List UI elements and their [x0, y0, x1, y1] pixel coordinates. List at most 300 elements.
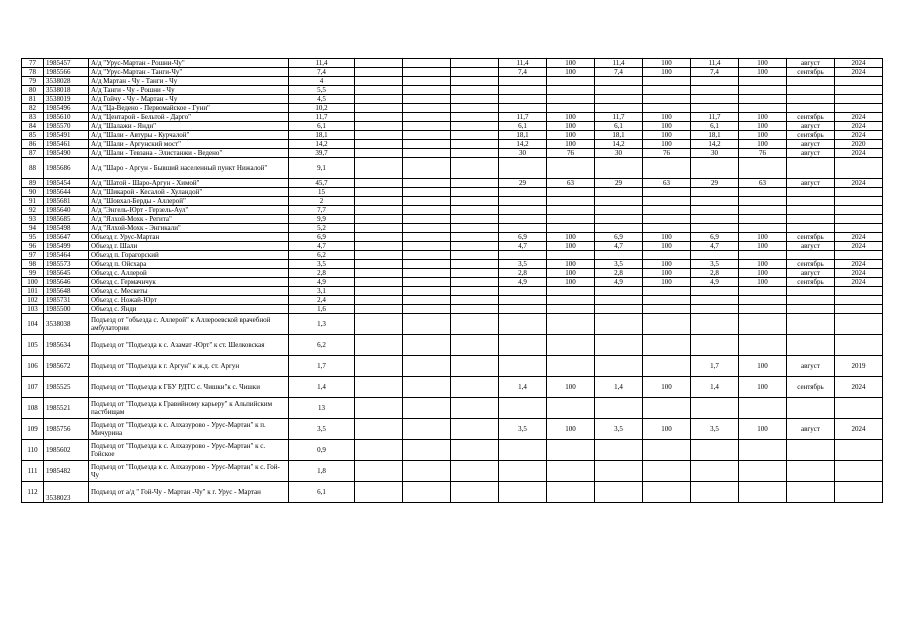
table-cell: сентябрь — [787, 233, 835, 242]
table-cell — [451, 113, 499, 122]
table-cell: 18,1 — [691, 131, 739, 140]
table-cell — [403, 356, 451, 377]
table-cell — [403, 86, 451, 95]
table-cell — [739, 461, 787, 482]
table-cell — [355, 482, 403, 503]
table-cell: 1985498 — [44, 224, 89, 233]
table-cell: 3538023 — [44, 482, 89, 503]
table-cell — [595, 482, 643, 503]
table-cell — [787, 314, 835, 335]
table-cell: 76 — [547, 149, 595, 158]
table-cell: 6,9 — [499, 233, 547, 242]
table-cell: 6,1 — [289, 482, 355, 503]
table-cell: Объезд п. Ойсхара — [89, 260, 289, 269]
table-cell — [499, 398, 547, 419]
table-cell — [451, 242, 499, 251]
table-row — [22, 68, 883, 77]
table-cell: Объезд г. Урус-Мартан — [89, 233, 289, 242]
table-cell: Подъезд от "Подъезда к с. Алхазурово - Урус-Мартан" к с. Гой-Чу — [89, 461, 289, 482]
table-cell — [739, 482, 787, 503]
table-cell — [355, 356, 403, 377]
table-cell: 1985610 — [44, 113, 89, 122]
table-cell: 100 — [739, 59, 787, 68]
table-cell: 1985648 — [44, 287, 89, 296]
table-cell: 6,2 — [289, 251, 355, 260]
table-cell: 29 — [691, 179, 739, 188]
table-cell: 3,5 — [499, 419, 547, 440]
table-cell: 100 — [643, 233, 691, 242]
table-cell — [835, 398, 883, 419]
table-cell: 4,7 — [595, 242, 643, 251]
table-cell: 92 — [22, 206, 44, 215]
table-cell: 82 — [22, 104, 44, 113]
table-cell: 100 — [547, 278, 595, 287]
table-cell — [451, 482, 499, 503]
table-cell: Объезд с. Ножай-Юрт — [89, 296, 289, 305]
table-cell: 5,5 — [289, 86, 355, 95]
table-cell — [403, 158, 451, 179]
table-cell: 3538028 — [44, 77, 89, 86]
table-row — [22, 59, 883, 68]
table-row — [22, 296, 883, 305]
table-cell: 2 — [289, 197, 355, 206]
table-cell — [691, 224, 739, 233]
table-row — [22, 377, 883, 398]
table-cell — [499, 461, 547, 482]
table-row — [22, 206, 883, 215]
table-cell: 2,8 — [595, 269, 643, 278]
table-cell — [643, 158, 691, 179]
table-cell — [403, 224, 451, 233]
table-cell: 76 — [643, 149, 691, 158]
table-cell: 29 — [499, 179, 547, 188]
table-cell: август — [787, 59, 835, 68]
table-row — [22, 419, 883, 440]
table-cell — [739, 314, 787, 335]
table-cell: 30 — [499, 149, 547, 158]
table-cell: 14,2 — [289, 140, 355, 149]
table-cell — [547, 77, 595, 86]
table-cell: 1985482 — [44, 461, 89, 482]
table-cell — [355, 77, 403, 86]
table-row — [22, 113, 883, 122]
table-cell: 1985566 — [44, 68, 89, 77]
table-cell: 1985454 — [44, 179, 89, 188]
table-cell: 3538018 — [44, 86, 89, 95]
table-cell — [691, 398, 739, 419]
table-cell — [835, 104, 883, 113]
table-cell: 100 — [739, 122, 787, 131]
table-cell: 7,4 — [499, 68, 547, 77]
table-cell — [403, 149, 451, 158]
table-cell — [451, 305, 499, 314]
table-cell — [595, 287, 643, 296]
table-cell: 3,5 — [289, 260, 355, 269]
table-cell: А/д "Шаро - Аргун - Бывший населенный пункт Нижалой" — [89, 158, 289, 179]
table-cell: август — [787, 242, 835, 251]
table-cell — [787, 77, 835, 86]
table-cell: 100 — [643, 140, 691, 149]
table-cell — [403, 305, 451, 314]
table-cell: 100 — [643, 377, 691, 398]
table-cell: 2024 — [835, 149, 883, 158]
table-cell — [835, 206, 883, 215]
table-cell: 2019 — [835, 356, 883, 377]
table-cell: 1,4 — [595, 377, 643, 398]
table-cell — [355, 251, 403, 260]
table-cell — [691, 482, 739, 503]
table-cell — [403, 398, 451, 419]
table-cell: 100 — [547, 377, 595, 398]
table-row — [22, 482, 883, 503]
table-cell: 1985490 — [44, 149, 89, 158]
table-cell — [403, 335, 451, 356]
table-cell: 76 — [739, 149, 787, 158]
table-cell — [643, 398, 691, 419]
table-cell — [835, 77, 883, 86]
table-row — [22, 95, 883, 104]
table-cell: 1,6 — [289, 305, 355, 314]
table-cell — [595, 197, 643, 206]
table-cell: 100 — [547, 260, 595, 269]
table-cell: 4,7 — [289, 242, 355, 251]
table-cell — [835, 440, 883, 461]
table-cell: 3,5 — [289, 419, 355, 440]
table-cell — [499, 158, 547, 179]
table-cell: 1,4 — [691, 377, 739, 398]
table-row — [22, 305, 883, 314]
table-cell: А/д "Шали - Аргунский мост" — [89, 140, 289, 149]
table-cell — [595, 314, 643, 335]
table-cell: 98 — [22, 260, 44, 269]
table-cell — [499, 197, 547, 206]
table-cell — [787, 95, 835, 104]
table-cell — [403, 179, 451, 188]
table-cell: 7,7 — [289, 206, 355, 215]
table-cell: Подъезд от а/д " Гой-Чу - Мартан -Чу" к г. Урус - Мартан — [89, 482, 289, 503]
table-cell — [595, 215, 643, 224]
table-cell: 100 — [547, 419, 595, 440]
table-cell — [787, 206, 835, 215]
table-cell: 87 — [22, 149, 44, 158]
table-cell — [691, 335, 739, 356]
table-cell — [499, 482, 547, 503]
table-cell — [691, 440, 739, 461]
table-cell — [451, 95, 499, 104]
table-cell — [787, 335, 835, 356]
table-cell — [355, 335, 403, 356]
table-cell — [451, 233, 499, 242]
table-cell: А/д "Урус-Мартан - Рошни-Чу" — [89, 59, 289, 68]
table-cell — [451, 278, 499, 287]
table-cell: 1985461 — [44, 140, 89, 149]
table-cell — [451, 104, 499, 113]
table-cell — [547, 104, 595, 113]
table-cell: 79 — [22, 77, 44, 86]
table-cell: 1985681 — [44, 197, 89, 206]
table-cell — [403, 104, 451, 113]
table-cell — [451, 251, 499, 260]
table-cell — [499, 86, 547, 95]
table-cell: А/д Гойчу - Чу - Мартан - Чу — [89, 95, 289, 104]
table-cell — [595, 77, 643, 86]
table-cell — [595, 224, 643, 233]
table-cell — [595, 86, 643, 95]
table-cell — [595, 95, 643, 104]
table-cell — [499, 104, 547, 113]
table-cell: 4,7 — [499, 242, 547, 251]
table-cell — [595, 188, 643, 197]
table-cell — [547, 296, 595, 305]
table-cell: август — [787, 122, 835, 131]
table-cell: 111 — [22, 461, 44, 482]
table-cell — [787, 482, 835, 503]
table-cell — [739, 206, 787, 215]
table-cell — [403, 215, 451, 224]
table-cell — [403, 287, 451, 296]
table-cell — [547, 188, 595, 197]
table-cell: 100 — [643, 113, 691, 122]
table-cell — [499, 251, 547, 260]
table-cell — [691, 206, 739, 215]
table-cell — [451, 461, 499, 482]
table-cell — [451, 377, 499, 398]
table-cell — [355, 242, 403, 251]
table-cell: сентябрь — [787, 131, 835, 140]
table-cell: Подъезд от "Подъезда к Гравийному карьеру" к Альпийским пастбищам — [89, 398, 289, 419]
table-cell: 100 — [547, 59, 595, 68]
table-cell: А/д "Шали - Тевзана - Элистанжи - Ведено" — [89, 149, 289, 158]
table-cell — [595, 104, 643, 113]
table-cell — [403, 68, 451, 77]
table-cell: 7,4 — [595, 68, 643, 77]
table-cell: Подъезд от "Подъезда к г. Аргун" к ж.д. ст. Аргун — [89, 356, 289, 377]
table-cell: 1985491 — [44, 131, 89, 140]
table-cell — [451, 197, 499, 206]
table-cell — [451, 77, 499, 86]
table-row — [22, 224, 883, 233]
table-row — [22, 314, 883, 335]
table-row — [22, 335, 883, 356]
table-cell — [403, 206, 451, 215]
table-row — [22, 104, 883, 113]
table-cell: 1985672 — [44, 356, 89, 377]
table-cell — [739, 95, 787, 104]
table-cell — [547, 398, 595, 419]
table-cell — [355, 215, 403, 224]
table-cell: 30 — [595, 149, 643, 158]
table-cell: А/д "Шикарой - Кесалой - Хуландой" — [89, 188, 289, 197]
table-cell — [355, 68, 403, 77]
table-cell — [355, 398, 403, 419]
table-cell — [403, 233, 451, 242]
table-cell — [451, 224, 499, 233]
table-cell: 0,9 — [289, 440, 355, 461]
table-row — [22, 122, 883, 131]
table-row — [22, 149, 883, 158]
table-cell — [355, 104, 403, 113]
table-cell — [691, 86, 739, 95]
table-cell — [403, 269, 451, 278]
table-cell — [451, 260, 499, 269]
table-row — [22, 260, 883, 269]
table-cell: сентябрь — [787, 260, 835, 269]
table-cell: 100 — [643, 269, 691, 278]
table-cell — [643, 77, 691, 86]
table-cell — [403, 113, 451, 122]
table-cell — [595, 251, 643, 260]
table-cell — [835, 95, 883, 104]
table-cell: А/д "Шалажи - Янди" — [89, 122, 289, 131]
table-cell — [547, 314, 595, 335]
table-cell — [787, 188, 835, 197]
table-cell: 3,5 — [595, 419, 643, 440]
table-cell: 45,7 — [289, 179, 355, 188]
table-cell: 91 — [22, 197, 44, 206]
table-cell: 1985634 — [44, 335, 89, 356]
table-cell — [547, 95, 595, 104]
table-cell — [739, 86, 787, 95]
table-cell: Подъезд от "Подъезда к с. Азамат -Юрт" к ст. Шелковская — [89, 335, 289, 356]
table-cell: 103 — [22, 305, 44, 314]
table-cell — [547, 158, 595, 179]
table-cell: 29 — [595, 179, 643, 188]
table-cell: 100 — [547, 233, 595, 242]
table-cell — [499, 95, 547, 104]
table-cell: 1985496 — [44, 104, 89, 113]
table-cell: А/д "Энгель-Юрт - Герзель-Аул" — [89, 206, 289, 215]
table-cell: 2024 — [835, 278, 883, 287]
table-cell — [403, 461, 451, 482]
table-cell — [643, 482, 691, 503]
table-cell — [451, 287, 499, 296]
table-cell: Объезд с. Янди — [89, 305, 289, 314]
table-cell — [643, 287, 691, 296]
table-cell: 100 — [739, 419, 787, 440]
table-cell — [739, 305, 787, 314]
table-cell: август — [787, 356, 835, 377]
table-cell — [451, 269, 499, 278]
table-cell — [739, 158, 787, 179]
table-cell: 3538019 — [44, 95, 89, 104]
table-cell — [547, 356, 595, 377]
table-row — [22, 179, 883, 188]
table-cell: 104 — [22, 314, 44, 335]
table-cell: 11,4 — [499, 59, 547, 68]
table-cell: А/д "Урус-Мартан - Танги-Чу" — [89, 68, 289, 77]
table-cell: 2024 — [835, 179, 883, 188]
table-cell — [595, 206, 643, 215]
table-cell — [835, 215, 883, 224]
table-cell: А/д "Шатой - Шаро-Аргун - Химой" — [89, 179, 289, 188]
table-cell: 99 — [22, 269, 44, 278]
table-cell: 11,7 — [289, 113, 355, 122]
table-cell: А/д "Шали - Автуры - Курчалой" — [89, 131, 289, 140]
table-cell — [835, 188, 883, 197]
table-cell: 1985644 — [44, 188, 89, 197]
table-cell — [835, 314, 883, 335]
table-cell: 100 — [739, 278, 787, 287]
table-cell: 109 — [22, 419, 44, 440]
table-cell — [547, 86, 595, 95]
table-cell: 100 — [643, 242, 691, 251]
table-cell — [547, 461, 595, 482]
table-cell — [691, 287, 739, 296]
table-cell — [451, 335, 499, 356]
table-cell: 100 — [547, 269, 595, 278]
table-row — [22, 197, 883, 206]
table-cell — [355, 188, 403, 197]
table-cell: 1985457 — [44, 59, 89, 68]
table-cell — [355, 158, 403, 179]
table-cell — [787, 197, 835, 206]
table-cell: август — [787, 179, 835, 188]
table-cell: 6,2 — [289, 335, 355, 356]
table-cell — [643, 440, 691, 461]
table-cell — [835, 296, 883, 305]
table-cell — [451, 122, 499, 131]
table-cell — [355, 419, 403, 440]
table-cell — [403, 251, 451, 260]
table-cell — [643, 296, 691, 305]
table-cell — [595, 158, 643, 179]
table-cell: 2024 — [835, 269, 883, 278]
table-row — [22, 398, 883, 419]
table-cell: 100 — [643, 419, 691, 440]
table-cell: 2020 — [835, 140, 883, 149]
table-cell — [355, 95, 403, 104]
table-row — [22, 77, 883, 86]
table-row — [22, 215, 883, 224]
table-cell: 100 — [643, 131, 691, 140]
table-cell: 1985686 — [44, 158, 89, 179]
table-cell: 1,7 — [691, 356, 739, 377]
table-cell: 100 — [547, 242, 595, 251]
table-row — [22, 287, 883, 296]
table-cell — [403, 131, 451, 140]
table-cell — [739, 296, 787, 305]
table-cell: 1985602 — [44, 440, 89, 461]
table-cell — [403, 197, 451, 206]
table-cell: 102 — [22, 296, 44, 305]
table-row — [22, 131, 883, 140]
table-cell: 88 — [22, 158, 44, 179]
table-cell — [643, 461, 691, 482]
table-cell — [499, 296, 547, 305]
table-cell — [835, 305, 883, 314]
table-cell: А/д "Ца-Ведено - Первомайское - Гуни" — [89, 104, 289, 113]
table-cell — [355, 260, 403, 269]
table-cell: 85 — [22, 131, 44, 140]
table-cell — [595, 296, 643, 305]
table-cell — [355, 197, 403, 206]
table-cell: А/д "Ялхой-Мохк - Регита" — [89, 215, 289, 224]
table-cell: 11,7 — [499, 113, 547, 122]
table-cell: 3,5 — [691, 419, 739, 440]
table-cell: 7,4 — [691, 68, 739, 77]
table-row — [22, 140, 883, 149]
table-cell: Подъезд от "Подъезда к с. Алхазурово - Урус-Мартан" к с. Гойское — [89, 440, 289, 461]
table-cell — [355, 140, 403, 149]
table-cell — [451, 188, 499, 197]
table-cell — [499, 188, 547, 197]
table-cell: 1,7 — [289, 356, 355, 377]
table-cell: Объезд с. Мескеты — [89, 287, 289, 296]
table-cell — [643, 86, 691, 95]
table-cell — [451, 440, 499, 461]
table-cell: 93 — [22, 215, 44, 224]
table-cell: 84 — [22, 122, 44, 131]
